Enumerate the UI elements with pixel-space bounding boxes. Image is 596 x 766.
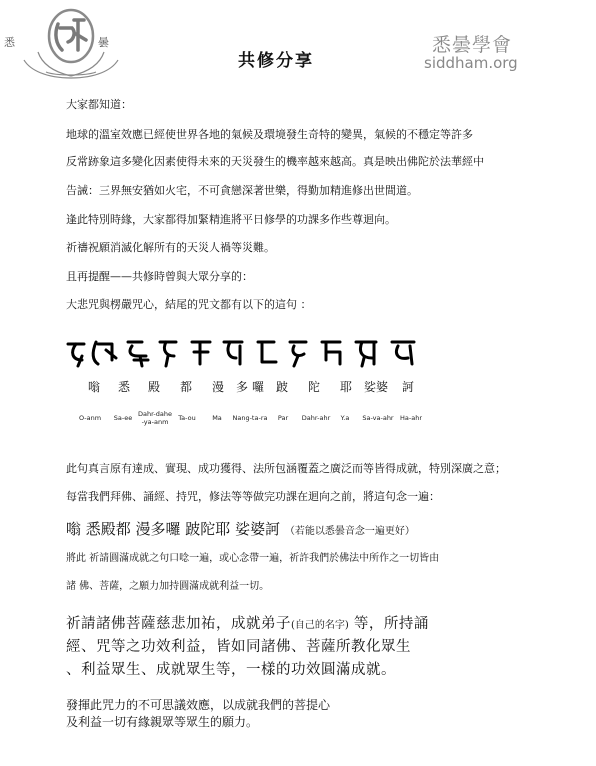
mantra-char: 多 (236, 380, 249, 394)
prayer-line: 、利益眾生、成就眾生等，一樣的功效圓滿成就。 (66, 662, 396, 678)
prayer-text: 祈請諸佛菩薩慈悲加祐，成就弟子 (66, 616, 291, 632)
mantra-char: 嗡 (88, 380, 101, 394)
mantra-char: 都 (180, 380, 193, 394)
prayer-line: 經、咒等之功效利益，皆如同諸佛、菩薩所教化眾生 (66, 639, 411, 655)
paragraph: 逢此特別時緣，大家都得加緊精進將平日修學的功課多作些尊迴向。 (66, 213, 396, 226)
siddham-script-mantra (62, 334, 442, 370)
prayer-name-note: (自己的名字) (291, 620, 349, 631)
mantra-line (66, 518, 415, 539)
romanization: Dahr-ahr (301, 414, 331, 422)
romanization: Y.a (340, 414, 350, 422)
logo-right-char: 曇 (98, 36, 109, 49)
mantra-char: 跛 (276, 380, 289, 394)
paragraph: 大家都知道： (66, 98, 132, 111)
romanization: Nang-ta-ra (232, 414, 268, 422)
paragraph: 告誡：三界無安猶如火宅，不可貪戀深著世樂，得勤加精進修出世間道。 (66, 184, 418, 197)
mantra-char: 娑婆 (364, 380, 389, 394)
romanization: Dahr-dahe -ya-anm (138, 410, 172, 426)
society-name: 悉曇學會 (432, 34, 513, 56)
romanization: O-anm (78, 414, 102, 422)
mantra-char: 訶 (402, 380, 415, 394)
paragraph: 此句真言原有達成、實現、成功獲得、法所包涵覆蓋之廣泛而等皆得成就，特別深廣之意； (66, 462, 506, 475)
paragraph: 祈禱祝願消滅化解所有的天災人禍等災難。 (66, 241, 275, 254)
paragraph: 大悲咒與楞嚴咒心，結尾的咒文都有以下的這句 ： (66, 298, 312, 311)
mantra-char: 悉 (118, 380, 131, 394)
mantra-char: 殿 (148, 380, 161, 394)
romanization: Ha-ahr (400, 414, 422, 422)
society-url: siddham.org (424, 54, 518, 72)
closing-line: 發揮此咒力的不可思議效應，以成就我們的菩提心 (66, 698, 331, 712)
prayer-text: 等，所持誦 (348, 616, 429, 632)
mantra-note: （若能以悉曇音念一遍更好） (284, 526, 415, 537)
paragraph: 且再提醒——共修時曾與大眾分享的： (66, 270, 253, 283)
mantra-char: 囉 (252, 380, 265, 394)
paragraph: 將此 祈請圓滿成就之句口唸一遍，或心念帶一遍，祈許我們於佛法中所作之一切皆由 (66, 553, 440, 564)
romanization: Sa-ee (113, 414, 133, 422)
paragraph: 諸 佛、菩薩，之願力加持圓滿成就利益一切。 (66, 581, 270, 592)
romanization: Par (277, 414, 289, 422)
mantra-char: 耶 (340, 380, 353, 394)
paragraph: 地球的溫室效應已經使世界各地的氣候及環境發生奇特的變異，氣候的不穩定等許多 (66, 128, 473, 141)
logo-left-char: 悉 (4, 36, 15, 49)
paragraph: 反常跡象這多變化因素使得未來的天災發生的機率越來越高。真是映出佛陀於法華經中 (66, 155, 484, 168)
romanization: Ma (212, 414, 222, 422)
prayer-line (66, 612, 429, 633)
paragraph: 每當我們拜佛、誦經、持咒，修法等等做完功課在迴向之前，將這句念一遍： (66, 490, 440, 503)
siddham-society-logo (16, 6, 126, 80)
mantra-char: 漫 (212, 380, 225, 394)
closing-line: 及利益一切有緣親眾等眾生的願力。 (66, 715, 259, 729)
mantra-char: 陀 (308, 380, 321, 394)
romanization: Sa-va-ahr (362, 414, 394, 422)
mantra-text: 嗡 悉殿都 漫多囉 跛陀耶 娑婆訶 (66, 520, 281, 538)
page-title: 共修分享 (238, 51, 314, 71)
romanization: Ta-ou (178, 414, 196, 422)
